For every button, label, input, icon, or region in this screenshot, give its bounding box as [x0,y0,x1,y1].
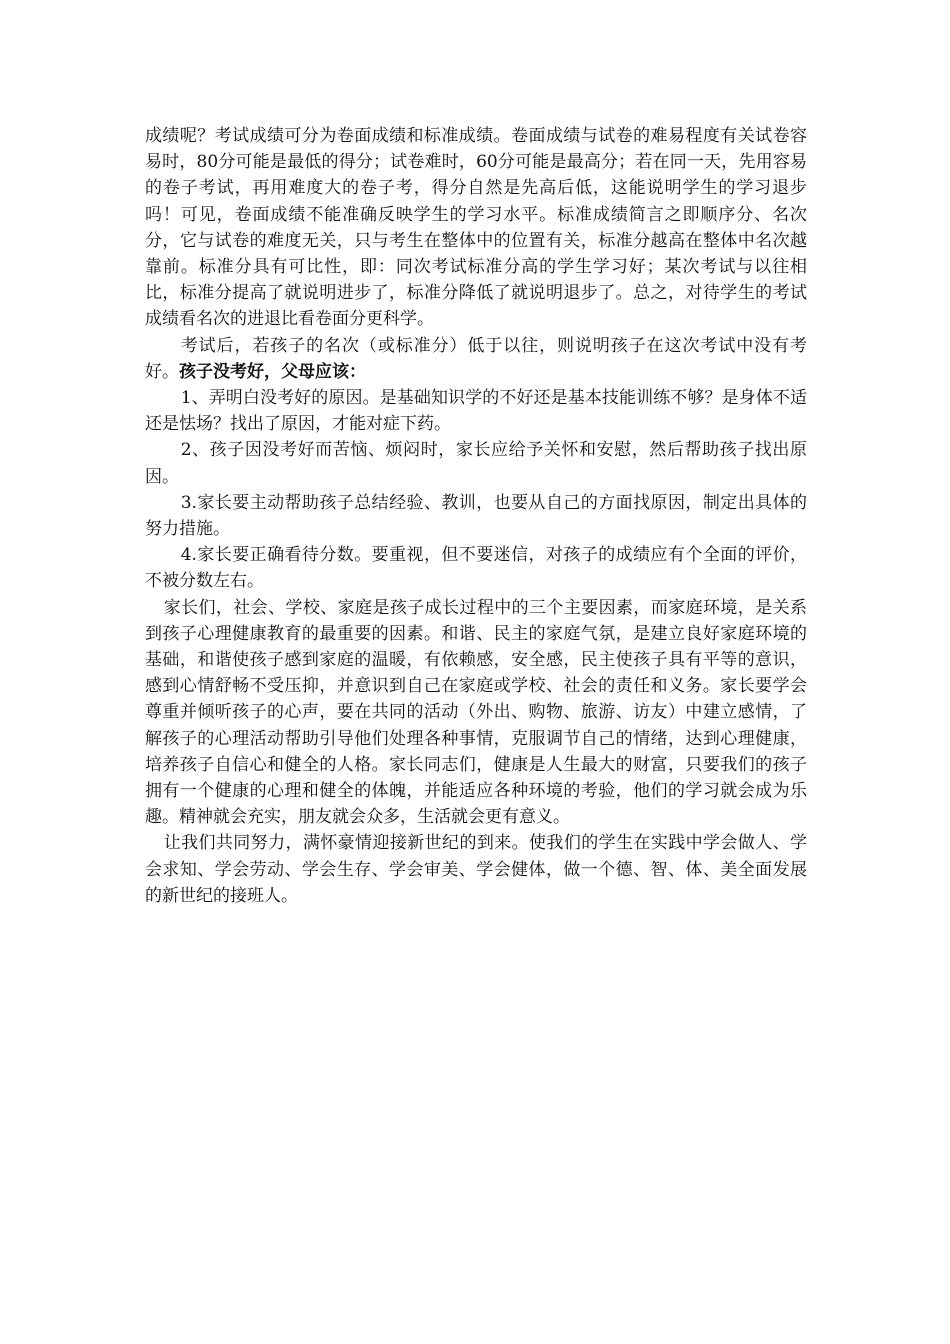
list-item-1: 1、弄明白没考好的原因。是基础知识学的不好还是基本技能训练不够？是身体不适还是怯场？找出了原因，才能对症下药。 [145,388,807,435]
list-item-3: 3.家长要主动帮助孩子总结经验、教训，也要从自己的方面找原因，制定出具体的努力措施。 [145,492,807,540]
paragraph-exam-scores: 成绩呢？考试成绩可分为卷面成绩和标准成绩。卷面成绩与试卷的难易程度有关试卷容易时，80分可能是最低的得分；试卷难时，60分可能是最高分；若在同一天，先用容易的卷子考试，再用难度大的卷子考，得分自然是先高后低，这能说明学生的学习退步吗！可见，卷面成绩不能准确反映学生的学习水平。标准成绩简言之即顺序分、名次分，它与试卷的难度无关，只与考生在整体中的位置有关，标准分越高在整体中名次越靠前。标准分具有可比性，即：同次考试标准分高的学生学习好；某次考试与以往相比，标准分提高了就说明进步了，标准分降低了就说明退步了。总之，对待学生的考试成绩看名次的进退比看卷面分更科学。 [145,126,807,330]
paragraph-after-exam [145,333,807,385]
document-body [145,123,807,909]
paragraph-after-exam-text: 考试后，若孩子的名次（或标准分）低于以往，则说明孩子在这次考试中没有考好。 [145,335,807,382]
paragraph-family-environment: 家长们，社会、学校、家庭是孩子成长过程中的三个主要因素，而家庭环境，是关系到孩子心理健康教育的最重要的因素。和谐、民主的家庭气氛，是建立良好家庭环境的基础，和谐使孩子感到家庭的温暖，有依赖感，安全感，民主使孩子具有平等的意识，感到心情舒畅不受压抑，并意识到自己在家庭或学校、社会的责任和义务。家长要学会尊重并倾听孩子的心声，要在共同的活动（外出、购物、旅游、访友）中建立感情，了解孩子的心理活动帮助引导他们处理各种事情，克服调节自己的情绪，达到心理健康，培养孩子自信心和健全的人格。家长同志们，健康是人生最大的财富，只要我们的孩子拥有一个健康的心理和健全的体魄，并能适应各种环境的考验，他们的学习就会成为乐趣。精神就会充实，朋友就会众多，生活就会更有意义。 [145,597,807,828]
list-item-2: 2、孩子因没考好而苦恼、烦闷时，家长应给予关怀和安慰，然后帮助孩子找出原因。 [145,440,807,487]
list-item-4: 4.家长要正确看待分数。要重视，但不要迷信，对孩子的成绩应有个全面的评价，不被分数左右。 [145,545,807,592]
parents-should-heading: 孩子没考好，父母应该： [179,361,366,382]
paragraph-closing: 让我们共同努力，满怀豪情迎接新世纪的到来。使我们的学生在实践中学会做人、学会求知、学会劳动、学会生存、学会审美、学会健体，做一个德、智、体、美全面发展的新世纪的接班人。 [145,833,807,906]
